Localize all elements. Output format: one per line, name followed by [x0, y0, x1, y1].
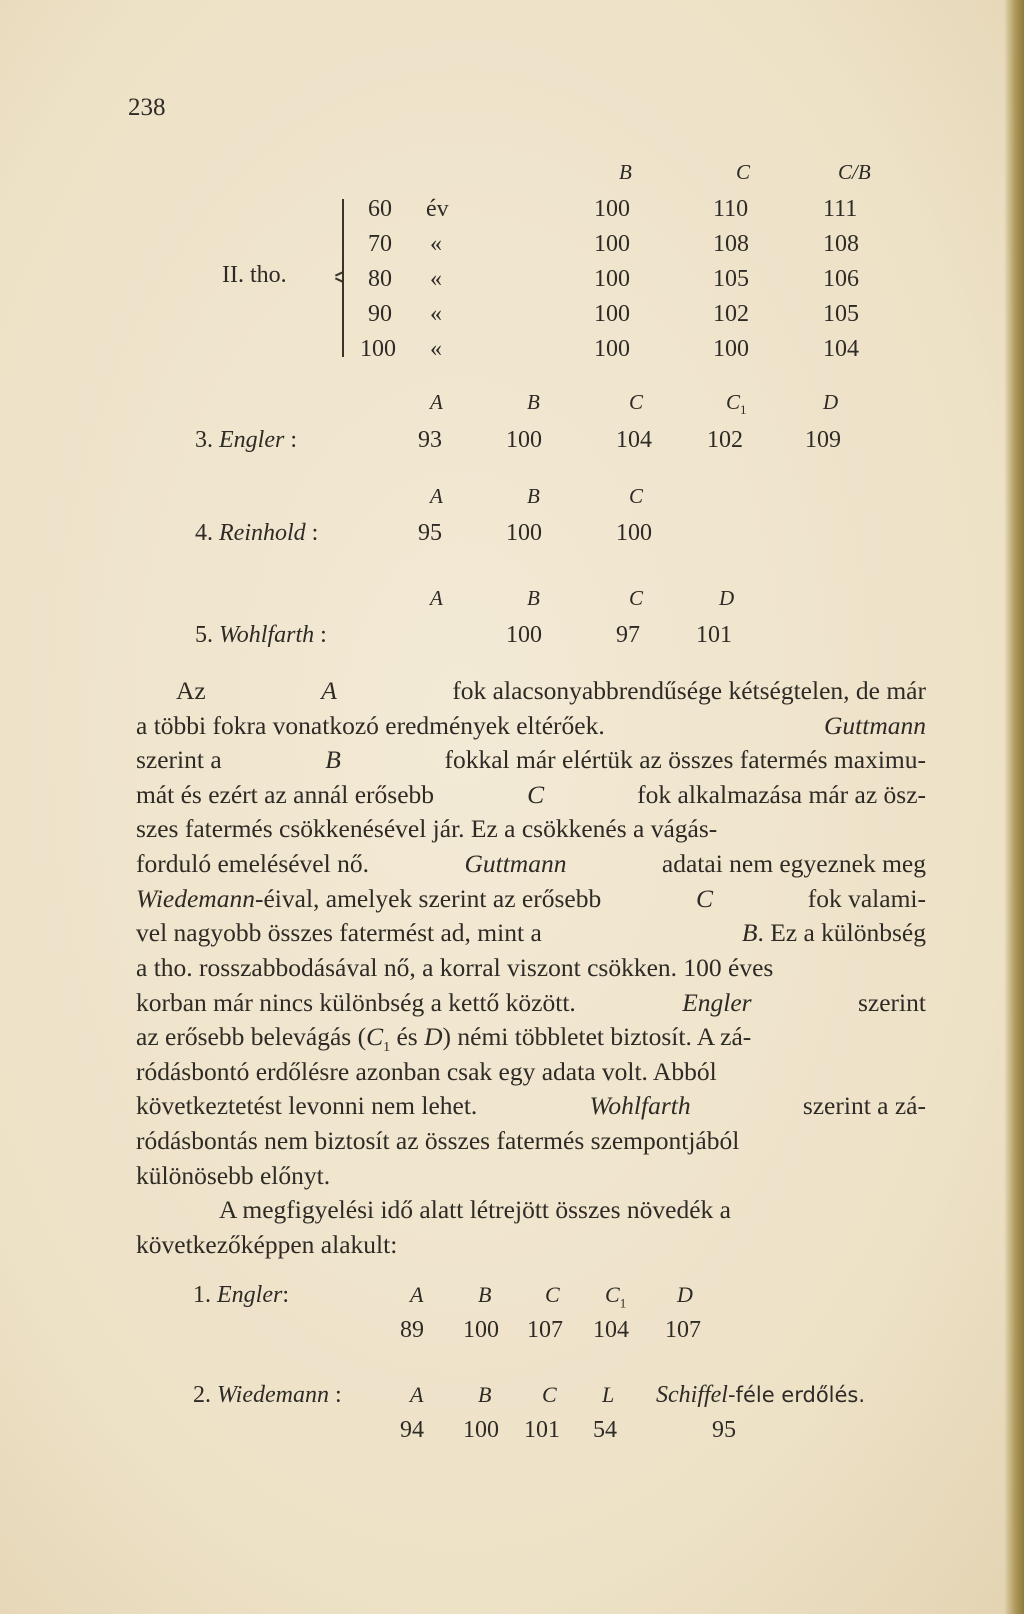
paragraph-line: Az A fok alacsonyabbrendűsége kétségtelen, de már — [176, 676, 926, 705]
engler-value-a: 93 — [418, 427, 442, 453]
paragraph-line: A megfigyelési idő alatt létrejött összes növedék a — [219, 1195, 731, 1224]
table2-wiedemann-label: 2. Wiedemann : — [193, 1382, 342, 1408]
table2-engler-header-b: B — [478, 1282, 492, 1307]
table1-cell-c: 100 — [713, 336, 749, 362]
table1-group-label: II. tho. — [222, 262, 287, 288]
table2-wiedemann-value-note: 95 — [712, 1417, 736, 1443]
paragraph-line: szes fatermés csökkenésével jár. Ez a csökkenés a vágás- — [136, 814, 718, 843]
table2-wiedemann-header-c: C — [542, 1382, 557, 1407]
table1-cell-b: 100 — [594, 336, 630, 362]
table1-unit: « — [430, 266, 442, 292]
wohlfarth-value-c: 97 — [616, 622, 640, 648]
reinhold-header-c: C — [629, 484, 644, 508]
table1-header-cb: C/B — [838, 160, 871, 184]
table1-unit: « — [430, 231, 442, 257]
wohlfarth-value-b: 100 — [506, 622, 542, 648]
paragraph-line: következtetést levonni nem lehet. Wohlfarth szerint a zá- — [136, 1091, 926, 1120]
paragraph-line: Wiedemann-éival, amelyek szerint az erősebb C fok valami- — [136, 884, 926, 913]
table1-cell-b: 100 — [594, 301, 630, 327]
reinhold-label: 4. Reinhold : — [195, 520, 319, 546]
table1-cell-c: 108 — [713, 231, 749, 257]
table2-wiedemann-header-a: A — [410, 1382, 424, 1407]
table1-cell-cb: 105 — [823, 301, 859, 327]
engler-header-c1: $C_1$ — [726, 390, 747, 418]
table1-cell-c: 102 — [713, 301, 749, 327]
wohlfarth-header-b: B — [527, 586, 540, 610]
engler-value-b: 100 — [506, 427, 542, 453]
paragraph-line: vel nagyobb összes fatermést ad, mint a B. Ez a különbség — [136, 918, 926, 947]
paragraph-line: az erősebb belevágás ($C_1$ és D) némi többletet biztosít. A zá- — [136, 1022, 752, 1056]
reinhold-value-a: 95 — [418, 520, 442, 546]
reinhold-value-b: 100 — [506, 520, 542, 546]
paragraph-line: forduló emelésével nő. Guttmann adatai nem egyeznek meg — [136, 849, 926, 878]
engler-value-c1: 102 — [707, 427, 743, 453]
table2-wiedemann-value-b: 100 — [463, 1417, 499, 1443]
table2-wiedemann-value-a: 94 — [400, 1417, 424, 1443]
table1-cell-cb: 106 — [823, 266, 859, 292]
wohlfarth-label: 5. Wohlfarth : — [195, 622, 327, 648]
paragraph-line: ródásbontó erdőlésre azonban csak egy adata volt. Abból — [136, 1057, 717, 1086]
paragraph-line: ródásbontás nem biztosít az összes fatermés szempontjából — [136, 1126, 740, 1155]
table2-engler-value-a: 89 — [400, 1317, 424, 1343]
engler-value-d: 109 — [805, 427, 841, 453]
paragraph-line: szerint a B fokkal már elértük az összes fatermés maximu- — [136, 745, 926, 774]
engler-header-c: C — [629, 390, 644, 414]
table2-engler-header-c: C — [545, 1282, 560, 1307]
table2-wiedemann-value-c: 101 — [524, 1417, 560, 1443]
table1-unit: év — [426, 196, 449, 222]
paragraph-line: következőképpen alakult: — [136, 1230, 398, 1259]
paragraph-line: a tho. rosszabbodásával nő, a korral viszont csökken. 100 éves — [136, 953, 774, 982]
table1-age: 100 — [360, 336, 396, 362]
table2-wiedemann-value-l: 54 — [593, 1417, 617, 1443]
reinhold-value-c: 100 — [616, 520, 652, 546]
table1-cell-cb: 104 — [823, 336, 859, 362]
table1-cell-cb: 108 — [823, 231, 859, 257]
table1-unit: « — [430, 301, 442, 327]
page-number: 238 — [128, 94, 166, 121]
engler-header-d: D — [823, 390, 839, 414]
table2-wiedemann-note: Schiffel-féle erdőlés. — [656, 1382, 866, 1408]
table1-brace — [342, 199, 354, 357]
table2-wiedemann-header-b: B — [478, 1382, 492, 1407]
wohlfarth-header-a: A — [430, 586, 443, 610]
wohlfarth-value-d: 101 — [696, 622, 732, 648]
table1-cell-b: 100 — [594, 266, 630, 292]
table1-cell-cb: 111 — [823, 196, 858, 222]
table1-header-c: C — [736, 160, 751, 184]
engler-label: 3. Engler : — [195, 427, 297, 453]
reinhold-header-a: A — [430, 484, 443, 508]
table2-wiedemann-header-l: L — [602, 1382, 615, 1407]
table2-engler-value-d: 107 — [665, 1317, 701, 1343]
page-edge-shadow — [1004, 0, 1024, 1614]
paragraph-line: a többi fokra vonatkozó eredmények eltérőek. Guttmann — [136, 711, 926, 740]
table1-unit: « — [430, 336, 442, 362]
table2-engler-header-c1: $C_1$ — [605, 1282, 627, 1311]
table1-header-b: B — [619, 160, 632, 184]
wohlfarth-header-c: C — [629, 586, 644, 610]
engler-header-b: B — [527, 390, 540, 414]
engler-header-a: A — [430, 390, 443, 414]
table2-engler-value-c: 107 — [527, 1317, 563, 1343]
table2-engler-value-b: 100 — [463, 1317, 499, 1343]
paragraph-line: mát és ezért az annál erősebb C fok alkalmazása már az ösz- — [136, 780, 926, 809]
reinhold-header-b: B — [527, 484, 540, 508]
table1-age: 90 — [368, 301, 392, 327]
table1-cell-c: 110 — [713, 196, 749, 222]
table1-cell-c: 105 — [713, 266, 749, 292]
wohlfarth-header-d: D — [719, 586, 735, 610]
table1-age: 60 — [368, 196, 392, 222]
table2-engler-header-d: D — [677, 1282, 693, 1307]
table1-cell-b: 100 — [594, 196, 630, 222]
table1-cell-b: 100 — [594, 231, 630, 257]
table1-age: 70 — [368, 231, 392, 257]
paragraph-line: különösebb előnyt. — [136, 1161, 331, 1190]
table2-engler-header-a: A — [410, 1282, 424, 1307]
paragraph-line: korban már nincs különbség a kettő között. Engler szerint — [136, 988, 926, 1017]
table2-engler-value-c1: 104 — [593, 1317, 629, 1343]
table1-age: 80 — [368, 266, 392, 292]
engler-value-c: 104 — [616, 427, 652, 453]
table2-engler-label: 1. Engler: — [193, 1282, 289, 1308]
